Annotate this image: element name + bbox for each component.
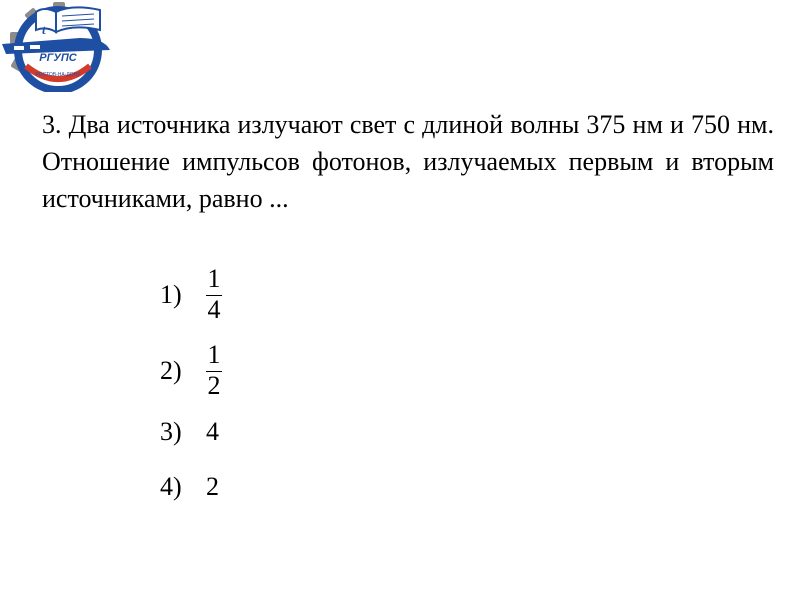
answer-option-2[interactable] — [160, 342, 222, 399]
denominator: 2 — [207, 371, 221, 400]
numerator: 1 — [207, 264, 221, 293]
answer-option-4[interactable] — [160, 472, 219, 502]
option-label: 1) — [160, 279, 182, 309]
option-value: 2 — [206, 472, 219, 501]
svg-text:РГУПС: РГУПС — [39, 52, 77, 64]
option-label: 4) — [160, 472, 182, 501]
fraction — [206, 266, 222, 323]
svg-text:t: t — [42, 22, 46, 37]
university-logo — [0, 0, 118, 92]
fraction — [206, 342, 222, 399]
option-label: 3) — [160, 417, 182, 446]
answer-option-3[interactable] — [160, 417, 219, 447]
denominator: 4 — [207, 295, 221, 324]
answer-option-1[interactable] — [160, 266, 222, 323]
svg-text:РОСТОВ-НА-ДОНУ: РОСТОВ-НА-ДОНУ — [35, 72, 81, 78]
option-label: 2) — [160, 355, 182, 385]
question-text: 3. Два источника излучают свет с длиной волны 375 нм и 750 нм. Отношение импульсов фотонов, излучаемых первым и вторым источниками, равно ... — [42, 110, 774, 213]
gear-emblem-icon — [0, 0, 118, 92]
numerator: 1 — [207, 340, 221, 369]
option-value: 4 — [206, 417, 219, 446]
